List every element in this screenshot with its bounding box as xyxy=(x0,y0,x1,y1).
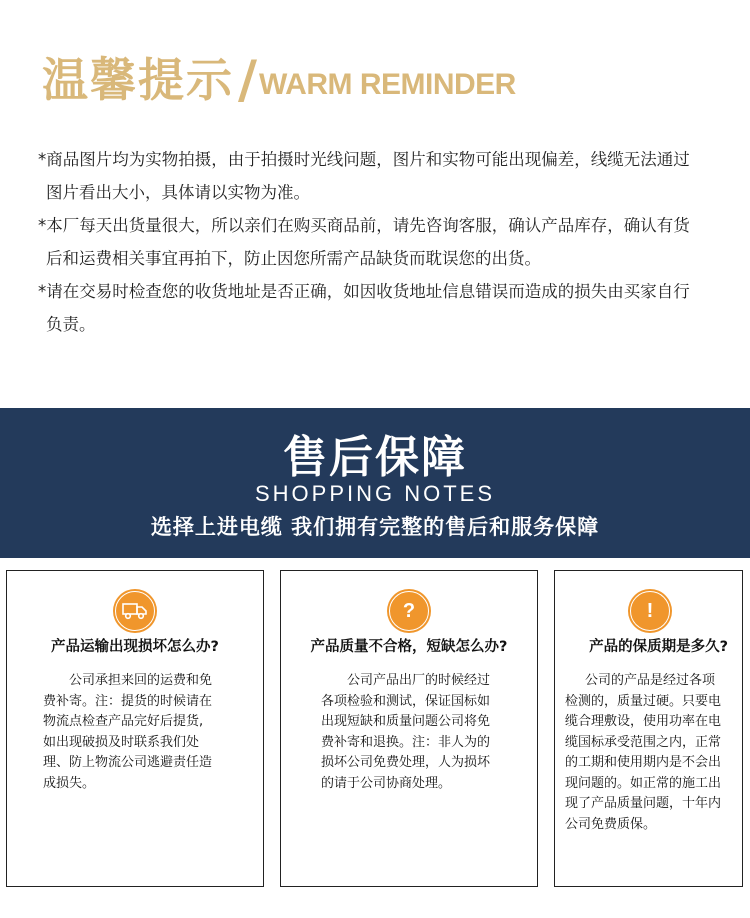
answer-line: 公司免费质保。 xyxy=(565,816,657,832)
reminder-title-zh: 温馨提示 xyxy=(42,53,234,107)
reminder-notes xyxy=(38,143,728,341)
answer-line: 费补寄和退换。注：非人为的 xyxy=(321,734,491,750)
answer-line: 公司的产品是经过各项 xyxy=(585,673,716,688)
answer-line: 公司承担来回的运费和免 xyxy=(69,673,213,688)
answer-line: 理、防上物流公司逃避责任造 xyxy=(43,755,213,770)
card-answer xyxy=(321,671,501,794)
card-question: 产品运输出现损坏怎么办? xyxy=(51,639,219,655)
note-item xyxy=(38,209,728,275)
answer-line: 缆国标承受范围之内，正常 xyxy=(565,734,722,750)
reminder-title-en: WARM REMINDER xyxy=(259,68,516,101)
answer-line: 物流点检查产品完好后提货, xyxy=(43,714,204,729)
title-slash: / xyxy=(238,50,257,110)
note-line: 后和运费相关事宜再拍下，防止因您所需产品缺货而耽误您的出货。 xyxy=(46,249,541,268)
exclamation-glyph: ! xyxy=(646,599,654,622)
truck-icon xyxy=(113,589,157,633)
note-line: *本厂每天出货量很大，所以亲们在购买商品前，请先咨询客服，确认产品库存，确认有货 xyxy=(38,216,690,235)
answer-line: 如出现破损及时联系我们处 xyxy=(43,734,200,750)
answer-line: 出现短缺和质量问题公司将免 xyxy=(321,714,491,729)
question-glyph: ? xyxy=(402,599,416,622)
card-question: 产品质量不合格，短缺怎么办? xyxy=(310,639,508,655)
answer-line: 各项检验和测试，保证国标如 xyxy=(321,693,491,709)
note-line: 负责。 xyxy=(46,315,96,334)
card-quality-issue xyxy=(280,570,538,887)
question-icon xyxy=(387,589,431,633)
card-question: 产品的保质期是多久? xyxy=(589,639,728,655)
answer-line: 的请于公司协商处理。 xyxy=(321,775,452,791)
card-answer xyxy=(565,671,733,835)
exclamation-icon xyxy=(628,589,672,633)
note-item xyxy=(38,143,728,209)
answer-line: 现了产品质量问题，十年内 xyxy=(565,796,722,811)
note-line: *请在交易时检查您的收货地址是否正确，如因收货地址信息错误而造成的损失由买家自行 xyxy=(38,282,690,301)
answer-line: 的工期和使用期内是不会出 xyxy=(565,755,722,770)
answer-line: 检测的，质量过硬。只要电 xyxy=(565,693,722,709)
answer-line: 公司产品出厂的时候经过 xyxy=(347,673,491,688)
warm-reminder-title xyxy=(42,52,516,108)
banner-subtitle: SHOPPING NOTES xyxy=(254,481,496,506)
card-warranty-period xyxy=(554,570,743,887)
note-line: 图片看出大小，具体请以实物为准。 xyxy=(46,183,310,202)
card-answer xyxy=(43,671,225,794)
answer-line: 现问题的。如正常的施工出 xyxy=(565,775,722,791)
note-line: *商品图片均为实物拍摄，由于拍摄时光线问题，图片和实物可能出现偏差，线缆无法通过 xyxy=(38,150,690,169)
card-transport-damage xyxy=(6,570,264,887)
answer-line: 成损失。 xyxy=(43,775,96,791)
banner-tagline: 选择上进电缆 我们拥有完整的售后和服务保障 xyxy=(150,515,600,539)
answer-line: 缆合理敷设，使用功率在电 xyxy=(565,714,722,729)
note-item xyxy=(38,275,728,341)
answer-line: 损坏公司免费处理，人为损坏 xyxy=(321,755,491,770)
after-sales-banner xyxy=(0,408,750,558)
banner-title: 售后保障 xyxy=(283,432,467,483)
answer-line: 费补寄。注：提货的时候请在 xyxy=(43,693,213,709)
